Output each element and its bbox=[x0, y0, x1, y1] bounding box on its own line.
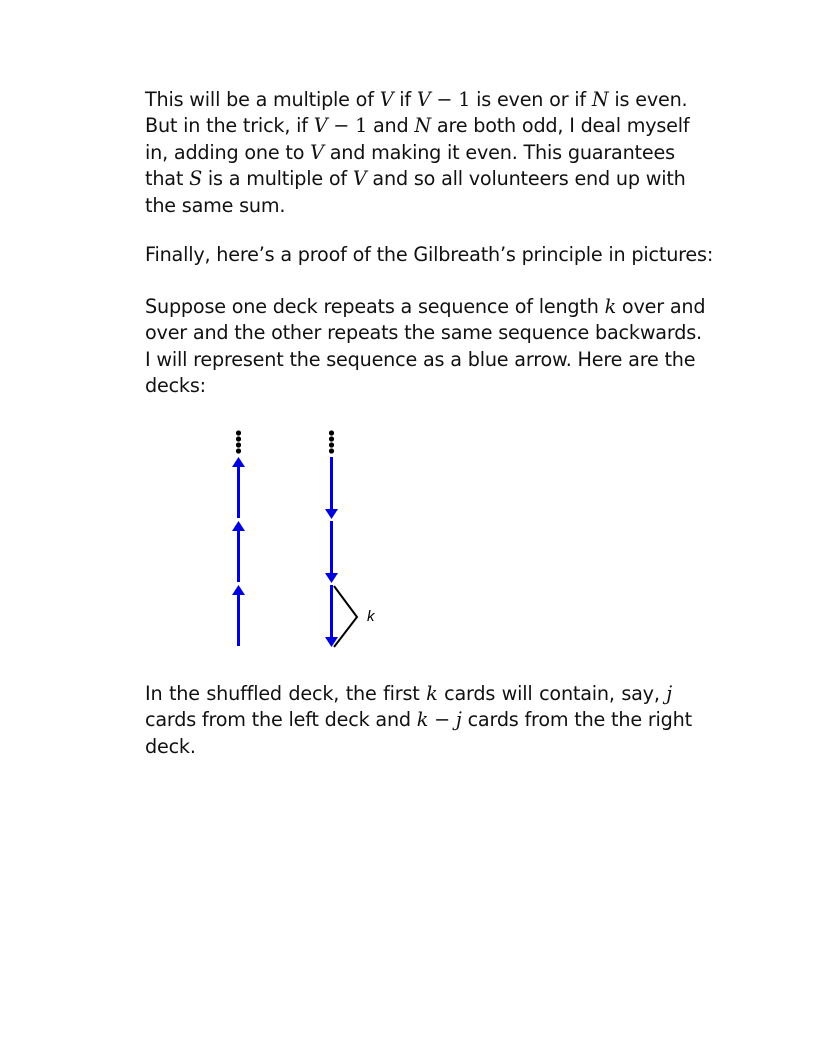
right-deck-arrow-2 bbox=[325, 521, 338, 583]
math-one: 1 bbox=[458, 88, 471, 111]
math-var-j: j bbox=[455, 708, 462, 732]
text-run: over and bbox=[616, 295, 706, 318]
paragraph-shuffled-deck bbox=[145, 681, 692, 760]
math-var-k: k bbox=[426, 682, 438, 705]
left-deck-arrow-1 bbox=[232, 585, 245, 646]
text-line: over and the other repeats the same sequence backwards. bbox=[145, 321, 702, 345]
math-var-n: N bbox=[414, 114, 431, 138]
text-line: Finally, here’s a proof of the Gilbreath’s principle in pictures: bbox=[145, 243, 714, 266]
text-run: cards from the the right bbox=[461, 708, 692, 732]
math-var-j: j bbox=[666, 682, 673, 705]
math-var-v: V bbox=[416, 88, 431, 111]
text-line bbox=[145, 166, 686, 192]
text-line bbox=[145, 87, 688, 113]
text-run: and making it even. This guarantees bbox=[323, 140, 675, 164]
text-run: if bbox=[393, 88, 417, 111]
text-run: are both odd, I deal myself bbox=[430, 114, 690, 138]
text-run: that bbox=[145, 167, 190, 191]
text-run: and so all volunteers end up with bbox=[366, 167, 686, 191]
text-run: cards from the left deck and bbox=[145, 708, 417, 732]
left-deck-arrow-2 bbox=[232, 521, 245, 582]
math-var-s: S bbox=[189, 167, 203, 191]
math-var-n: N bbox=[591, 88, 609, 111]
math-var-v: V bbox=[313, 114, 328, 138]
text-run: is even. bbox=[608, 88, 688, 111]
right-deck bbox=[325, 430, 338, 647]
math-var-k: k bbox=[604, 295, 617, 318]
text-line bbox=[145, 707, 692, 733]
paragraph-decks-description bbox=[145, 294, 706, 400]
text-run: Suppose one deck repeats a sequence of length bbox=[145, 295, 605, 318]
math-minus: − bbox=[430, 88, 459, 111]
right-deck-dots bbox=[329, 430, 334, 453]
text-line bbox=[145, 294, 706, 320]
math-one: 1 bbox=[355, 114, 368, 138]
text-run: But in the trick, if bbox=[145, 114, 314, 138]
text-line: deck. bbox=[145, 734, 196, 758]
text-run: cards will contain, say, bbox=[437, 682, 667, 705]
right-deck-arrow-1 bbox=[325, 457, 338, 519]
text-run: In the shuffled deck, the first bbox=[145, 682, 427, 705]
right-deck-arrow-3 bbox=[325, 585, 338, 647]
text-run: is a multiple of bbox=[202, 167, 353, 191]
text-run: in, adding one to bbox=[145, 140, 311, 164]
paragraph-proof-intro bbox=[145, 242, 714, 268]
math-var-v: V bbox=[352, 167, 367, 191]
text-line: decks: bbox=[145, 374, 206, 398]
k-label: k bbox=[367, 608, 375, 625]
text-line: I will represent the sequence as a blue arrow. Here are the bbox=[145, 347, 696, 371]
k-brace bbox=[334, 586, 376, 647]
math-var-v: V bbox=[310, 140, 324, 164]
left-deck-dots bbox=[236, 430, 241, 453]
text-line: the same sum. bbox=[145, 193, 286, 217]
text-line bbox=[145, 140, 675, 166]
left-deck bbox=[232, 430, 245, 646]
left-deck-arrow-3 bbox=[232, 457, 245, 518]
text-run: This will be a multiple of bbox=[145, 88, 380, 111]
text-run: is even or if bbox=[470, 88, 592, 111]
math-minus: − bbox=[428, 708, 456, 732]
text-line bbox=[145, 681, 672, 707]
text-run: and bbox=[367, 114, 415, 138]
math-var-k: k bbox=[416, 708, 429, 732]
text-line bbox=[145, 113, 690, 139]
math-minus: − bbox=[327, 114, 356, 138]
math-var-v: V bbox=[379, 88, 394, 111]
paragraph-multiple-of-v bbox=[145, 87, 690, 219]
